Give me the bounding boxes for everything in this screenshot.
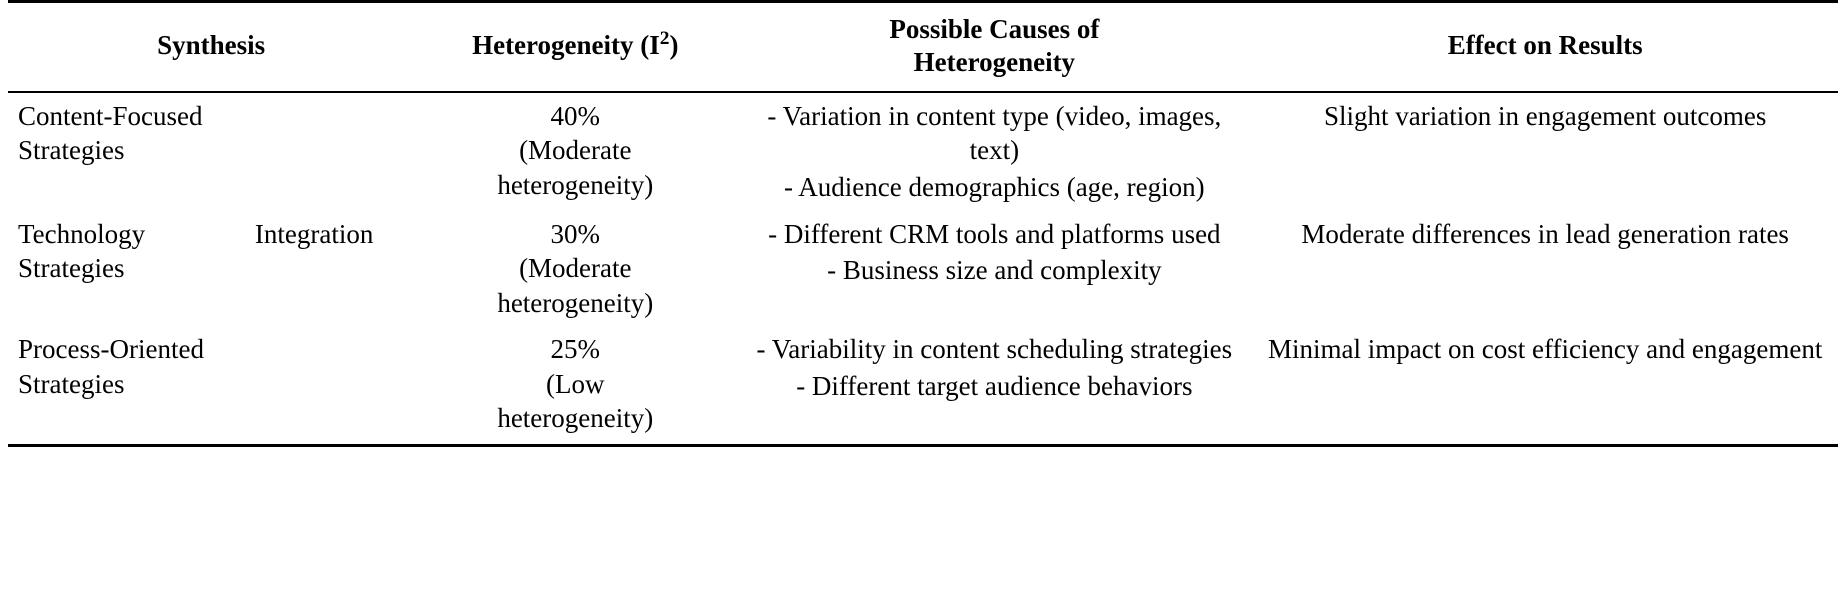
heterogeneity-level-line-2: heterogeneity) (497, 403, 654, 434)
table-row (8, 92, 1838, 211)
cause-item: - Audience demographics (age, region) (784, 171, 1205, 202)
cause-item: - Business size and complexity (827, 255, 1162, 286)
cell-synthesis (8, 211, 414, 327)
heterogeneity-level-line-1: (Low (546, 368, 605, 399)
column-header-synthesis: Synthesis (8, 2, 414, 92)
cause-item: - Different target audience behaviors (796, 370, 1193, 401)
synthesis-line-1: Process-Oriented (18, 334, 204, 365)
cell-heterogeneity (414, 92, 736, 211)
table-row (8, 211, 1838, 327)
cell-synthesis (8, 326, 414, 445)
cell-synthesis (8, 92, 414, 211)
table-body (8, 92, 1838, 445)
cell-causes (736, 211, 1252, 327)
cause-item: - Variation in content type (video, images, text) (767, 100, 1222, 166)
cell-effect: Slight variation in engagement outcomes (1323, 100, 1767, 131)
heterogeneity-level-line-1: (Moderate (519, 253, 632, 284)
cell-heterogeneity (414, 326, 736, 445)
heterogeneity-table (8, 0, 1838, 447)
heterogeneity-value: 40% (550, 100, 601, 131)
heterogeneity-level-line-2: heterogeneity) (497, 287, 654, 318)
heterogeneity-value: 30% (550, 218, 601, 249)
table-row (8, 326, 1838, 445)
column-header-causes-line-2: Heterogeneity (913, 46, 1076, 77)
cell-causes (736, 326, 1252, 445)
cause-item: - Variability in content scheduling strategies (756, 334, 1233, 365)
synthesis-line-2: Strategies (18, 253, 125, 284)
heterogeneity-level-line-2: heterogeneity) (497, 169, 654, 200)
column-header-effect: Effect on Results (1252, 2, 1838, 92)
synthesis-line-1: Content-Focused (18, 100, 203, 131)
table-header-row (8, 2, 1838, 92)
cell-effect: Moderate differences in lead generation rates (1301, 218, 1789, 249)
column-header-heterogeneity-text: Heterogeneity (I (472, 30, 660, 61)
column-header-heterogeneity (414, 2, 736, 92)
cell-causes (736, 92, 1252, 211)
heterogeneity-level-line-1: (Moderate (519, 135, 632, 166)
cell-effect: Minimal impact on cost efficiency and engagement (1252, 326, 1838, 445)
cell-heterogeneity (414, 211, 736, 327)
column-header-causes-line-1: Possible Causes of (889, 14, 1100, 44)
heterogeneity-value: 25% (550, 334, 601, 365)
column-header-heterogeneity-tail: ) (669, 30, 679, 61)
synthesis-line-1: Technology Integration (18, 218, 374, 249)
synthesis-line-2: Strategies (18, 135, 125, 166)
column-header-causes (736, 2, 1252, 92)
column-header-heterogeneity-superscript: 2 (659, 28, 670, 50)
table-header (8, 2, 1838, 92)
synthesis-line-2: Strategies (18, 368, 125, 399)
cause-item: - Different CRM tools and platforms used (768, 218, 1221, 249)
